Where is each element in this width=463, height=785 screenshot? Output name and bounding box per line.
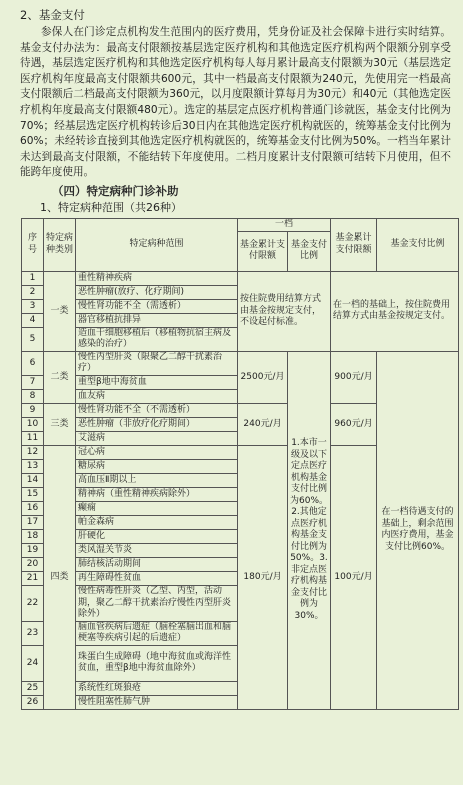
category-3: 三类 [44, 403, 76, 445]
row-number: 14 [22, 473, 44, 487]
disease-name: 恶性肿瘤（非放疗化疗期间） [76, 417, 238, 431]
disease-name: 重性精神疾病 [76, 271, 238, 285]
disease-name: 造血干细胞移植后（移植物抗宿主病及感染的治疗） [76, 327, 238, 351]
disease-name: 珠蛋白生成障碍（地中海贫血或海洋性贫血，重型β地中海贫血除外） [76, 645, 238, 681]
disease-name: 血友病 [76, 389, 238, 403]
disease-name: 癫痫 [76, 501, 238, 515]
disease-name: 慢性阻塞性肺气肿 [76, 695, 238, 709]
header-tier1-ratio: 基金支付比例 [288, 231, 331, 271]
section-title-special-disease: （四）特定病种门诊补助 [52, 183, 179, 198]
header-tier1-limit: 基金累计支付限额 [238, 231, 288, 271]
header-seq: 序号 [22, 218, 44, 271]
disease-name: 器官移植抗排异 [76, 313, 238, 327]
disease-name: 糖尿病 [76, 459, 238, 473]
disease-name: 脑血管疾病后遗症（脑栓塞脑出血和脑梗塞等疾病引起的后遗症） [76, 621, 238, 645]
subsection-title-disease-scope: 1、特定病种范围（共26种） [40, 200, 182, 214]
category-1: 一类 [44, 271, 76, 351]
disease-name: 再生障碍性贫血 [76, 571, 238, 585]
row-number: 13 [22, 459, 44, 473]
class3-tier1-limit: 240元/月 [238, 403, 288, 445]
disease-name: 重型β地中海贫血 [76, 375, 238, 389]
disease-name: 冠心病 [76, 445, 238, 459]
row-number: 17 [22, 515, 44, 529]
class4-tier2-limit: 100元/月 [331, 445, 377, 709]
row-number: 23 [22, 621, 44, 645]
row-number: 26 [22, 695, 44, 709]
fund-payment-paragraph: 参保人在门诊定点机构发生范围内的医疗费用，凭身份证及社会保障卡进行实时结算。基金支付办法为：最高支付限额按基层选定医疗机构和其他选定医疗机构两个限额分别享受待遇，基层选定医疗机构和其他选定医疗机构每人每月累计最高支付限额为30元（基层选定医疗机构年度最高支付限额共600元，其中一档最高支付限额为240元，先使用完一档最高支付限额后二档最高支付限额为360元，以月度限额计算每月为30元）和40元（其他选定医疗机构年度最高支付限额480元）。选定的基层定点医疗机构普通门诊就医，基金支付比例为70%；经基层选定医疗机构转诊后30日内在其他选定医疗机构就医的，统筹基金支付比例为60%；未经转诊直接到其他选定医疗机构就医的，统筹基金支付比例为50%。一档当年累计未达到最高支付限额，不能结转下年度使用。二档月度累计支付限额可结转下月使用，但不能跨年度使用。 [20, 26, 451, 179]
special-disease-table [21, 218, 459, 710]
table-row [22, 351, 459, 375]
row-number: 4 [22, 313, 44, 327]
class3-tier2-limit: 960元/月 [331, 403, 377, 445]
row-number: 9 [22, 403, 44, 417]
row-number: 1 [22, 271, 44, 285]
class2-tier2-limit: 900元/月 [331, 351, 377, 403]
class2-tier1-limit: 2500元/月 [238, 351, 288, 403]
class1-tier2-rule: 在一档的基础上，按住院费用结算方式由基金按规定支付。 [331, 271, 459, 351]
header-tier1: 一档 [238, 218, 331, 231]
disease-name: 慢性丙型肝炎（限聚乙二醇干扰素治疗） [76, 351, 238, 375]
row-number: 2 [22, 285, 44, 299]
disease-name: 类风湿关节炎 [76, 543, 238, 557]
header-category: 特定病种类别 [44, 218, 76, 271]
class4-tier1-limit: 180元/月 [238, 445, 288, 709]
row-number: 21 [22, 571, 44, 585]
row-number: 15 [22, 487, 44, 501]
disease-name: 帕金森病 [76, 515, 238, 529]
disease-name: 恶性肿瘤(放疗、化疗期间) [76, 285, 238, 299]
table-row [22, 271, 459, 285]
disease-name: 艾滋病 [76, 431, 238, 445]
header-tier2-ratio: 基金支付比例 [377, 218, 459, 271]
disease-name: 慢性病毒性肝炎（乙型、丙型，活动期，聚乙二醇干扰素治疗慢性丙型肝炎除外） [76, 585, 238, 621]
disease-name: 高血压Ⅱ期以上 [76, 473, 238, 487]
header-scope: 特定病种范围 [76, 218, 238, 271]
disease-name: 肝硬化 [76, 529, 238, 543]
row-number: 5 [22, 327, 44, 351]
class1-tier1-rule: 按住院费用结算方式由基金按规定支付，不设起付标准。 [238, 271, 331, 351]
row-number: 10 [22, 417, 44, 431]
row-number: 24 [22, 645, 44, 681]
disease-name: 系统性红斑狼疮 [76, 681, 238, 695]
tier2-ratio-text: 在一档待遇支付的基础上，剩余范围内医疗费用，基金支付比例60%。 [377, 351, 459, 709]
disease-name: 肺结核活动期间 [76, 557, 238, 571]
row-number: 19 [22, 543, 44, 557]
header-tier2-limit: 基金累计支付限额 [331, 218, 377, 271]
row-number: 11 [22, 431, 44, 445]
row-number: 6 [22, 351, 44, 375]
category-4: 四类 [44, 445, 76, 709]
disease-name: 慢性肾功能不全（需透析） [76, 299, 238, 313]
row-number: 8 [22, 389, 44, 403]
row-number: 16 [22, 501, 44, 515]
tier1-ratio-text: 1.本市一级及以下定点医疗机构基金支付比例为60%。2.其他定点医疗机构基金支付比例为50%。3.非定点医疗机构基金支付比例为30%。 [288, 351, 331, 709]
row-number: 3 [22, 299, 44, 313]
row-number: 12 [22, 445, 44, 459]
row-number: 18 [22, 529, 44, 543]
row-number: 22 [22, 585, 44, 621]
category-2: 二类 [44, 351, 76, 403]
row-number: 20 [22, 557, 44, 571]
row-number: 25 [22, 681, 44, 695]
row-number: 7 [22, 375, 44, 389]
disease-name: 精神病（重性精神疾病除外） [76, 487, 238, 501]
disease-name: 慢性肾功能不全（不需透析） [76, 403, 238, 417]
section-title-fund-payment: 2、基金支付 [20, 8, 85, 22]
